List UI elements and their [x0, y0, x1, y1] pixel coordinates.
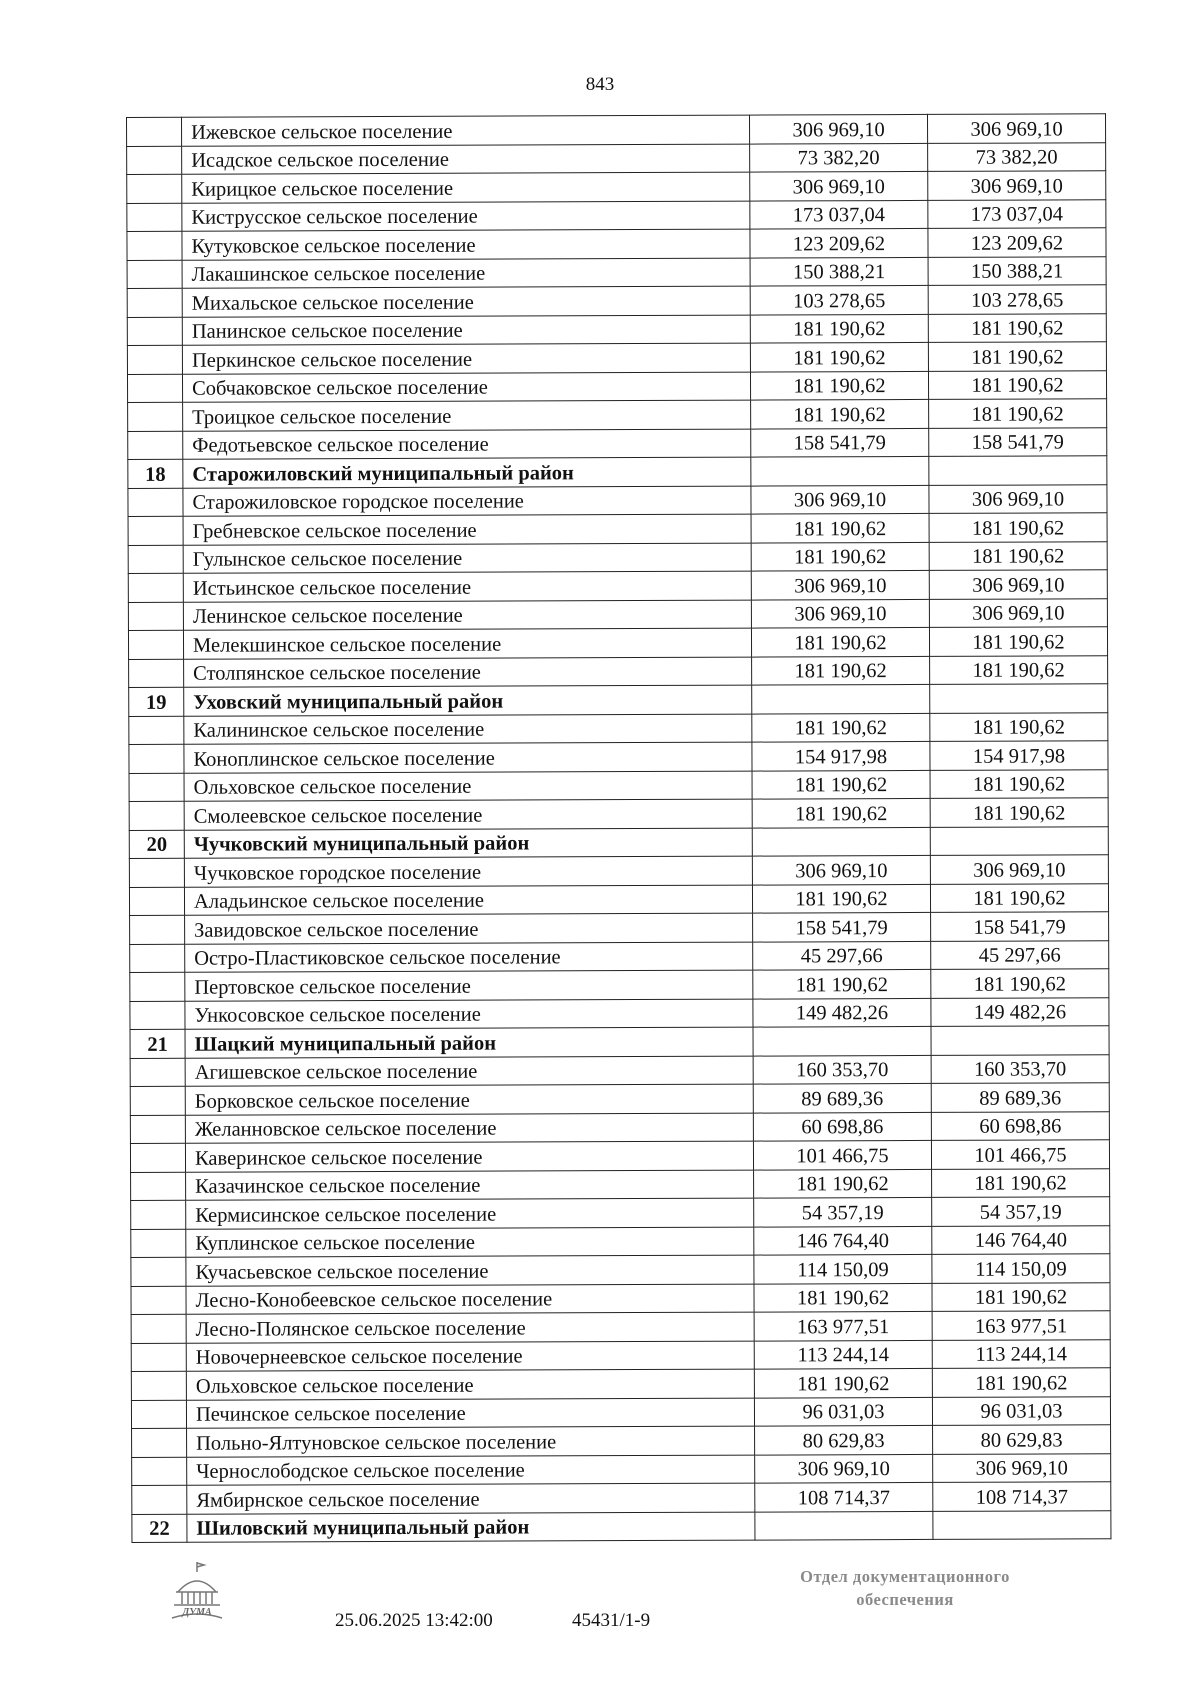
row-number-cell — [130, 972, 185, 1001]
settlement-row — [131, 1197, 1110, 1229]
value-cell-2: 146 764,40 — [932, 1225, 1110, 1254]
row-number-cell — [132, 1485, 187, 1514]
value-cell-2: 181 190,62 — [930, 798, 1108, 827]
row-number-cell — [129, 773, 184, 802]
value-cell-1: 306 969,10 — [751, 570, 929, 599]
row-number-cell — [130, 1001, 185, 1030]
row-number-cell — [129, 716, 184, 745]
value-cell-1: 96 031,03 — [754, 1397, 932, 1426]
value-cell-2: 181 190,62 — [932, 1368, 1110, 1397]
value-cell-2: 73 382,20 — [928, 142, 1106, 171]
row-number-cell — [129, 744, 184, 773]
value-cell-2: 158 541,79 — [931, 912, 1109, 941]
value-cell-2: 89 689,36 — [931, 1083, 1109, 1112]
value-cell-1: 306 969,10 — [755, 1454, 933, 1483]
value-cell-1: 101 466,75 — [753, 1140, 931, 1169]
name-cell: Чучковское городское поселение — [184, 856, 752, 887]
value-cell-1: 306 969,10 — [749, 114, 927, 143]
name-cell: Желанновское сельское поселение — [185, 1113, 753, 1144]
value-cell-2: 80 629,83 — [933, 1425, 1111, 1454]
name-cell: Агишевское сельское поселение — [185, 1056, 753, 1087]
row-number-cell — [130, 1115, 185, 1144]
settlement-row — [128, 570, 1107, 602]
settlement-row — [129, 769, 1108, 801]
value-cell-2 — [930, 826, 1108, 855]
settlement-row — [131, 1396, 1110, 1428]
row-number-cell — [127, 203, 182, 232]
value-cell-2 — [929, 456, 1107, 485]
settlement-row — [132, 1482, 1111, 1514]
name-cell: Лакашинское сельское поселение — [182, 258, 750, 289]
row-number-cell — [127, 260, 182, 289]
row-number-cell — [130, 1086, 185, 1115]
settlement-row — [128, 513, 1107, 545]
value-cell-2: 306 969,10 — [929, 598, 1107, 627]
value-cell-1: 181 190,62 — [751, 513, 929, 542]
value-cell-2: 306 969,10 — [929, 570, 1107, 599]
row-number-cell — [130, 1143, 185, 1172]
settlement-row — [129, 883, 1108, 915]
value-cell-1: 181 190,62 — [752, 656, 930, 685]
value-cell-1 — [751, 456, 929, 485]
name-cell: Старожиловский муниципальный район — [183, 457, 751, 488]
value-cell-2: 101 466,75 — [931, 1140, 1109, 1169]
footer-document-code: 45431/1-9 — [572, 1610, 651, 1631]
value-cell-1: 154 917,98 — [752, 741, 930, 770]
value-cell-1: 73 382,20 — [750, 143, 928, 172]
department-stamp-line2: обеспечения — [856, 1590, 954, 1609]
name-cell: Ижевское сельское поселение — [182, 115, 750, 146]
value-cell-1: 181 190,62 — [754, 1169, 932, 1198]
duma-logo-stamp — [168, 1560, 226, 1620]
settlement-row — [127, 313, 1106, 345]
value-cell-2: 96 031,03 — [932, 1396, 1110, 1425]
district-row — [132, 1510, 1111, 1542]
value-cell-1: 114 150,09 — [754, 1254, 932, 1283]
value-cell-2: 181 190,62 — [930, 712, 1108, 741]
settlement-row — [130, 1140, 1109, 1172]
value-cell-1: 60 698,86 — [753, 1112, 931, 1141]
value-cell-1: 181 190,62 — [753, 969, 931, 998]
name-cell: Ямбирнское сельское поселение — [187, 1483, 755, 1514]
name-cell: Польно-Ялтуновское сельское поселение — [187, 1426, 755, 1457]
name-cell: Чучковский муниципальный район — [184, 828, 752, 859]
value-cell-1 — [752, 684, 930, 713]
value-cell-1: 54 357,19 — [754, 1197, 932, 1226]
row-number-cell — [131, 1229, 186, 1258]
row-number-cell — [127, 317, 182, 346]
settlement-row — [131, 1339, 1110, 1371]
name-cell: Гулынское сельское поселение — [183, 543, 751, 574]
settlement-row — [129, 712, 1108, 744]
name-cell: Ункосовское сельское поселение — [185, 999, 753, 1030]
district-row — [128, 456, 1107, 488]
name-cell: Казачинское сельское поселение — [186, 1170, 754, 1201]
row-number-cell — [130, 944, 185, 973]
value-cell-1: 181 190,62 — [751, 542, 929, 571]
row-number-cell — [131, 1371, 186, 1400]
settlement-row — [128, 598, 1107, 630]
value-cell-1: 181 190,62 — [752, 770, 930, 799]
district-row — [129, 826, 1108, 858]
value-cell-1: 163 977,51 — [754, 1311, 932, 1340]
name-cell: Уховский муниципальный район — [184, 685, 752, 716]
name-cell: Кермисинское сельское поселение — [186, 1198, 754, 1229]
name-cell: Ленинское сельское поселение — [183, 600, 751, 631]
district-row — [130, 1026, 1109, 1058]
settlement-row — [127, 142, 1106, 174]
value-cell-1: 181 190,62 — [751, 399, 929, 428]
row-number-cell — [127, 174, 182, 203]
allocation-table — [126, 113, 1111, 1543]
value-cell-2: 181 190,62 — [928, 342, 1106, 371]
value-cell-2: 103 278,65 — [928, 285, 1106, 314]
row-number-cell — [128, 630, 183, 659]
name-cell: Троицкое сельское поселение — [183, 400, 751, 431]
name-cell: Мелекшинское сельское поселение — [183, 628, 751, 659]
name-cell: Столпянское сельское поселение — [184, 657, 752, 688]
value-cell-2: 173 037,04 — [928, 199, 1106, 228]
value-cell-2 — [933, 1510, 1111, 1539]
value-cell-1: 150 388,21 — [750, 257, 928, 286]
settlement-row — [130, 997, 1109, 1029]
value-cell-2: 306 969,10 — [930, 855, 1108, 884]
name-cell: Гребневское сельское поселение — [183, 514, 751, 545]
settlement-row — [129, 855, 1108, 887]
value-cell-2: 306 969,10 — [927, 114, 1105, 143]
row-number-cell: 22 — [132, 1514, 187, 1543]
department-stamp — [745, 1565, 1065, 1611]
value-cell-2: 60 698,86 — [931, 1111, 1109, 1140]
name-cell: Киструсское сельское поселение — [182, 201, 750, 232]
settlement-row — [127, 342, 1106, 374]
value-cell-2: 108 714,37 — [933, 1482, 1111, 1511]
row-number-cell — [131, 1343, 186, 1372]
value-cell-2: 158 541,79 — [929, 427, 1107, 456]
row-number-cell — [132, 1428, 187, 1457]
name-cell: Ольховское сельское поселение — [186, 1369, 754, 1400]
value-cell-1: 306 969,10 — [751, 599, 929, 628]
row-number-cell — [130, 1058, 185, 1087]
value-cell-2: 181 190,62 — [930, 655, 1108, 684]
value-cell-1: 80 629,83 — [755, 1425, 933, 1454]
value-cell-2: 160 353,70 — [931, 1054, 1109, 1083]
row-number-cell — [127, 374, 182, 403]
value-cell-2: 181 190,62 — [931, 969, 1109, 998]
settlement-row — [131, 1254, 1110, 1286]
row-number-cell — [129, 801, 184, 830]
settlement-row — [130, 1083, 1109, 1115]
settlement-row — [130, 1111, 1109, 1143]
settlement-row — [127, 114, 1106, 146]
department-stamp-line1: Отдел документационного — [800, 1567, 1010, 1586]
name-cell: Калининское сельское поселение — [184, 714, 752, 745]
footer-date: 25.06.2025 13:42:00 — [335, 1610, 493, 1631]
name-cell: Завидовское сельское поселение — [185, 913, 753, 944]
row-number-cell — [128, 516, 183, 545]
row-number-cell — [129, 659, 184, 688]
settlement-row — [127, 171, 1106, 203]
name-cell: Федотьевское сельское поселение — [183, 429, 751, 460]
name-cell: Панинское сельское поселение — [182, 315, 750, 346]
value-cell-2: 306 969,10 — [928, 171, 1106, 200]
row-number-cell — [131, 1257, 186, 1286]
name-cell: Коноплинское сельское поселение — [184, 742, 752, 773]
name-cell: Остро-Пластиковское сельское поселение — [185, 942, 753, 973]
district-row — [129, 684, 1108, 716]
name-cell: Истьинское сельское поселение — [183, 571, 751, 602]
name-cell: Борковское сельское поселение — [185, 1084, 753, 1115]
value-cell-2: 54 357,19 — [932, 1197, 1110, 1226]
row-number-cell: 20 — [129, 830, 184, 859]
value-cell-2: 181 190,62 — [929, 513, 1107, 542]
value-cell-2: 181 190,62 — [932, 1282, 1110, 1311]
settlement-row — [129, 798, 1108, 830]
row-number-cell — [127, 146, 182, 175]
row-number-cell — [131, 1200, 186, 1229]
value-cell-2 — [931, 1026, 1109, 1055]
value-cell-2: 306 969,10 — [933, 1453, 1111, 1482]
value-cell-2: 181 190,62 — [930, 883, 1108, 912]
settlement-row — [131, 1282, 1110, 1314]
row-number-cell: 18 — [128, 459, 183, 488]
row-number-cell — [128, 431, 183, 460]
value-cell-1: 181 190,62 — [754, 1368, 932, 1397]
value-cell-2: 150 388,21 — [928, 256, 1106, 285]
row-number-cell — [129, 887, 184, 916]
settlement-row — [131, 1311, 1110, 1343]
value-cell-2: 45 297,66 — [931, 940, 1109, 969]
name-cell: Перкинское сельское поселение — [182, 343, 750, 374]
row-number-cell — [128, 545, 183, 574]
settlement-row — [132, 1453, 1111, 1485]
value-cell-1: 108 714,37 — [755, 1482, 933, 1511]
value-cell-1: 306 969,10 — [752, 855, 930, 884]
name-cell: Собчаковское сельское поселение — [182, 372, 750, 403]
row-number-cell — [128, 402, 183, 431]
value-cell-1: 181 190,62 — [752, 798, 930, 827]
value-cell-2: 306 969,10 — [929, 484, 1107, 513]
value-cell-2: 181 190,62 — [929, 627, 1107, 656]
row-number-cell — [131, 1314, 186, 1343]
name-cell: Шиловский муниципальный район — [187, 1512, 755, 1543]
name-cell: Лесно-Конобеевское сельское поселение — [186, 1284, 754, 1315]
value-cell-1: 103 278,65 — [750, 285, 928, 314]
row-number-cell — [131, 1286, 186, 1315]
value-cell-1: 306 969,10 — [750, 171, 928, 200]
value-cell-1: 181 190,62 — [751, 627, 929, 656]
name-cell: Кутуковское сельское поселение — [182, 229, 750, 260]
row-number-cell: 19 — [129, 687, 184, 716]
row-number-cell — [130, 915, 185, 944]
settlement-row — [128, 399, 1107, 431]
value-cell-1: 158 541,79 — [753, 912, 931, 941]
value-cell-1: 181 190,62 — [750, 314, 928, 343]
name-cell: Лесно-Полянское сельское поселение — [186, 1312, 754, 1343]
value-cell-1: 113 244,14 — [754, 1340, 932, 1369]
row-number-cell — [127, 117, 182, 146]
value-cell-2: 181 190,62 — [929, 541, 1107, 570]
value-cell-2 — [930, 684, 1108, 713]
value-cell-1: 181 190,62 — [752, 713, 930, 742]
value-cell-1: 45 297,66 — [753, 941, 931, 970]
settlement-row — [130, 912, 1109, 944]
value-cell-1: 89 689,36 — [753, 1083, 931, 1112]
settlement-row — [127, 256, 1106, 288]
value-cell-2: 154 917,98 — [930, 741, 1108, 770]
settlement-row — [127, 285, 1106, 317]
name-cell: Аладьинское сельское поселение — [184, 885, 752, 916]
settlement-row — [131, 1168, 1110, 1200]
settlement-row — [129, 655, 1108, 687]
value-cell-2: 181 190,62 — [928, 313, 1106, 342]
value-cell-2: 181 190,62 — [928, 370, 1106, 399]
settlement-row — [130, 940, 1109, 972]
name-cell: Старожиловское городское поселение — [183, 486, 751, 517]
value-cell-2: 181 190,62 — [930, 769, 1108, 798]
settlement-row — [127, 370, 1106, 402]
name-cell: Смолеевское сельское поселение — [184, 799, 752, 830]
row-number-cell — [128, 573, 183, 602]
name-cell: Каверинское сельское поселение — [185, 1141, 753, 1172]
row-number-cell — [127, 345, 182, 374]
value-cell-2: 163 977,51 — [932, 1311, 1110, 1340]
row-number-cell — [127, 231, 182, 260]
name-cell: Пертовское сельское поселение — [185, 970, 753, 1001]
row-number-cell — [129, 858, 184, 887]
value-cell-1: 181 190,62 — [750, 371, 928, 400]
row-number-cell — [128, 602, 183, 631]
value-cell-1: 146 764,40 — [754, 1226, 932, 1255]
name-cell: Новочернеевское сельское поселение — [186, 1341, 754, 1372]
settlement-row — [128, 541, 1107, 573]
row-number-cell — [127, 288, 182, 317]
value-cell-1 — [752, 827, 930, 856]
name-cell: Кучасьевское сельское поселение — [186, 1255, 754, 1286]
settlement-row — [132, 1425, 1111, 1457]
name-cell: Шацкий муниципальный район — [185, 1027, 753, 1058]
settlement-row — [130, 969, 1109, 1001]
settlement-row — [131, 1368, 1110, 1400]
name-cell: Куплинское сельское поселение — [186, 1227, 754, 1258]
value-cell-1: 158 541,79 — [751, 428, 929, 457]
value-cell-2: 113 244,14 — [932, 1339, 1110, 1368]
value-cell-2: 149 482,26 — [931, 997, 1109, 1026]
value-cell-1: 181 190,62 — [752, 884, 930, 913]
value-cell-1: 306 969,10 — [751, 485, 929, 514]
value-cell-2: 114 150,09 — [932, 1254, 1110, 1283]
value-cell-1: 160 353,70 — [753, 1055, 931, 1084]
name-cell: Кирицкое сельское поселение — [182, 172, 750, 203]
settlement-row — [127, 228, 1106, 260]
value-cell-1: 173 037,04 — [750, 200, 928, 229]
value-cell-1 — [755, 1511, 933, 1540]
settlement-row — [128, 627, 1107, 659]
name-cell: Ольховское сельское поселение — [184, 771, 752, 802]
value-cell-1: 181 190,62 — [750, 342, 928, 371]
name-cell: Печинское сельское поселение — [186, 1398, 754, 1429]
value-cell-2: 181 190,62 — [932, 1168, 1110, 1197]
page-number: 843 — [585, 74, 615, 95]
value-cell-1: 181 190,62 — [754, 1283, 932, 1312]
settlement-row — [130, 1054, 1109, 1086]
row-number-cell — [128, 488, 183, 517]
row-number-cell — [132, 1457, 187, 1486]
value-cell-1 — [753, 1026, 931, 1055]
value-cell-1: 149 482,26 — [753, 998, 931, 1027]
name-cell: Чернослободское сельское поселение — [187, 1455, 755, 1486]
row-number-cell — [131, 1172, 186, 1201]
row-number-cell: 21 — [130, 1029, 185, 1058]
row-number-cell — [131, 1400, 186, 1429]
name-cell: Михальское сельское поселение — [182, 286, 750, 317]
settlement-row — [127, 199, 1106, 231]
name-cell: Исадское сельское поселение — [182, 144, 750, 175]
value-cell-2: 181 190,62 — [929, 399, 1107, 428]
value-cell-2: 123 209,62 — [928, 228, 1106, 257]
settlement-row — [131, 1225, 1110, 1257]
settlement-row — [129, 741, 1108, 773]
settlement-row — [128, 484, 1107, 516]
value-cell-1: 123 209,62 — [750, 228, 928, 257]
settlement-row — [128, 427, 1107, 459]
svg-text:ДУМА: ДУМА — [182, 1607, 212, 1618]
